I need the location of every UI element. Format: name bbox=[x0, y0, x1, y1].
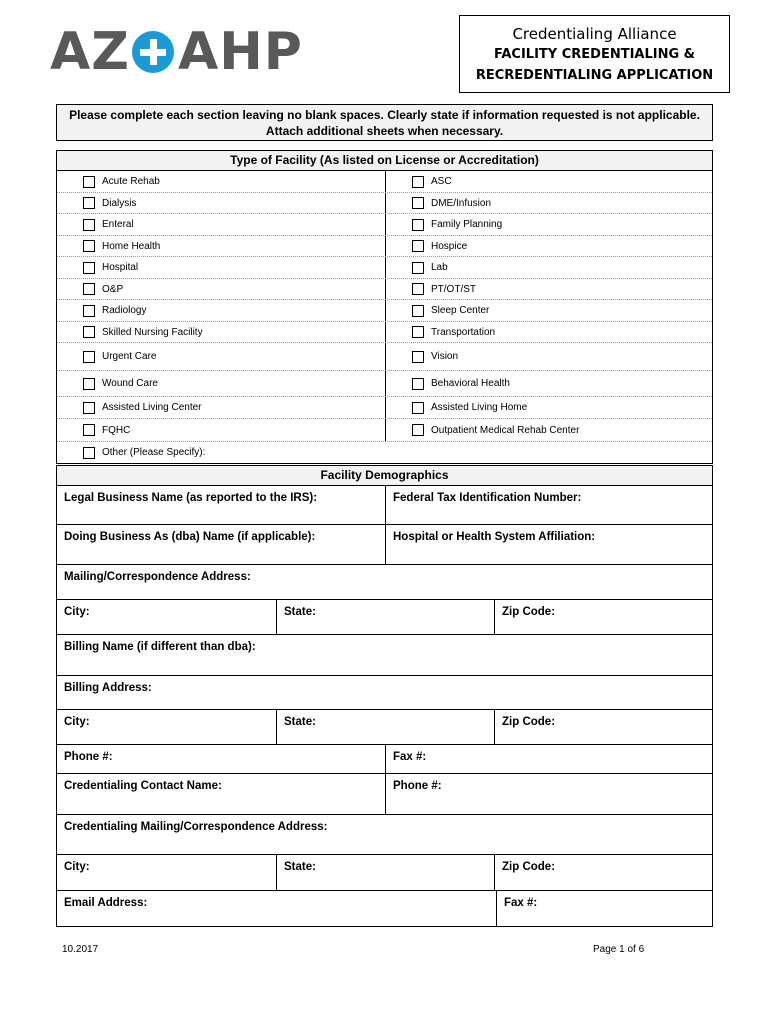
facility-option-left[interactable] bbox=[83, 397, 386, 418]
checkbox[interactable] bbox=[412, 176, 424, 188]
facility-option-left[interactable] bbox=[83, 300, 386, 321]
checkbox[interactable] bbox=[412, 378, 424, 390]
checkbox[interactable] bbox=[83, 197, 95, 209]
checkbox[interactable] bbox=[83, 424, 95, 436]
checkbox[interactable] bbox=[412, 402, 424, 414]
facility-option-right[interactable] bbox=[412, 214, 712, 235]
facility-option-label: PT/OT/ST bbox=[431, 283, 476, 295]
facility-option-label: ASC bbox=[431, 176, 452, 187]
facility-row bbox=[57, 214, 712, 236]
checkbox[interactable] bbox=[412, 283, 424, 295]
facility-option-left[interactable] bbox=[83, 193, 386, 213]
checkbox[interactable] bbox=[412, 351, 424, 363]
facility-option-label: Assisted Living Center bbox=[102, 402, 202, 413]
affiliation-field[interactable]: Hospital or Health System Affiliation: bbox=[385, 524, 713, 565]
facility-option-left[interactable] bbox=[83, 371, 386, 396]
facility-option-right[interactable] bbox=[412, 300, 712, 321]
city-field[interactable]: City: bbox=[56, 599, 277, 635]
facility-row bbox=[57, 236, 712, 257]
checkbox[interactable] bbox=[412, 240, 424, 252]
facility-option-label: Skilled Nursing Facility bbox=[102, 326, 203, 338]
facility-option-right[interactable] bbox=[412, 171, 712, 192]
checkbox[interactable] bbox=[412, 197, 424, 209]
facility-row bbox=[57, 397, 712, 419]
checkbox[interactable] bbox=[412, 262, 424, 274]
logo-left-text: AZ bbox=[50, 22, 130, 82]
facility-option-right[interactable] bbox=[412, 322, 712, 342]
facility-option-label: Assisted Living Home bbox=[431, 402, 528, 413]
checkbox[interactable] bbox=[412, 326, 424, 338]
facility-row bbox=[57, 343, 712, 371]
facility-row bbox=[57, 279, 712, 300]
facility-type-heading: Type of Facility (As listed on License or Accreditation) bbox=[56, 150, 713, 171]
facility-row bbox=[57, 300, 712, 322]
billing-state-field[interactable]: State: bbox=[276, 709, 495, 745]
cred-fax-field[interactable]: Fax #: bbox=[496, 890, 713, 927]
facility-row bbox=[57, 171, 712, 193]
state-field[interactable]: State: bbox=[276, 599, 495, 635]
facility-option-left[interactable] bbox=[83, 257, 386, 278]
facility-option-label: Transportation bbox=[431, 326, 496, 338]
facility-option-right[interactable] bbox=[412, 371, 712, 396]
dba-field[interactable]: Doing Business As (dba) Name (if applicable): bbox=[56, 524, 386, 565]
facility-option-right[interactable] bbox=[412, 279, 712, 299]
facility-option-label: Hospice bbox=[431, 240, 468, 252]
facility-option-left[interactable] bbox=[83, 171, 386, 192]
facility-option-label: Enteral bbox=[102, 219, 134, 230]
facility-option-left[interactable] bbox=[83, 322, 386, 342]
zip-field[interactable]: Zip Code: bbox=[494, 599, 713, 635]
billing-address-field[interactable]: Billing Address: bbox=[56, 675, 713, 710]
facility-option-label: Behavioral Health bbox=[431, 378, 510, 389]
facility-row bbox=[57, 322, 712, 343]
checkbox[interactable] bbox=[83, 219, 95, 231]
facility-option-label: O&P bbox=[102, 283, 124, 295]
facility-row bbox=[57, 371, 712, 397]
facility-row bbox=[57, 193, 712, 214]
billing-city-field[interactable]: City: bbox=[56, 709, 277, 745]
facility-option-left[interactable] bbox=[83, 442, 385, 463]
checkbox[interactable] bbox=[412, 305, 424, 317]
checkbox[interactable] bbox=[83, 283, 95, 295]
facility-option-label: Other (Please Specify): bbox=[102, 447, 206, 458]
org-name: Credentialing Alliance bbox=[512, 25, 677, 43]
mailing-address-field[interactable]: Mailing/Correspondence Address: bbox=[56, 564, 713, 600]
checkbox[interactable] bbox=[83, 326, 95, 338]
facility-option-right[interactable] bbox=[412, 343, 712, 370]
checkbox[interactable] bbox=[83, 176, 95, 188]
cred-mailing-field[interactable]: Credentialing Mailing/Correspondence Address: bbox=[56, 814, 713, 855]
fax-field[interactable]: Fax #: bbox=[385, 744, 713, 774]
facility-option-label: Sleep Center bbox=[431, 305, 490, 316]
cred-city-field[interactable]: City: bbox=[56, 854, 277, 891]
cred-zip-field[interactable]: Zip Code: bbox=[494, 854, 713, 891]
facility-type-grid bbox=[56, 171, 713, 464]
cred-state-field[interactable]: State: bbox=[276, 854, 495, 891]
instructions-box bbox=[56, 104, 713, 141]
facility-option-label: Dialysis bbox=[102, 197, 137, 209]
page-number: Page 1 of 6 bbox=[593, 944, 645, 955]
checkbox[interactable] bbox=[83, 378, 95, 390]
facility-option-label: Outpatient Medical Rehab Center bbox=[431, 424, 580, 436]
facility-option-left[interactable] bbox=[83, 236, 386, 256]
facility-option-left[interactable] bbox=[83, 214, 386, 235]
facility-option-label: Family Planning bbox=[431, 219, 503, 230]
logo-right-text: AHP bbox=[177, 22, 303, 82]
logo bbox=[50, 22, 303, 82]
cred-phone-field[interactable]: Phone #: bbox=[385, 773, 713, 815]
facility-option-label: Vision bbox=[431, 351, 459, 362]
facility-option-right[interactable] bbox=[412, 419, 712, 441]
checkbox[interactable] bbox=[83, 351, 95, 363]
tax-id-field[interactable]: Federal Tax Identification Number: bbox=[385, 485, 713, 525]
facility-option-label: Radiology bbox=[102, 305, 147, 316]
legal-name-field[interactable]: Legal Business Name (as reported to the IRS): bbox=[56, 485, 386, 525]
checkbox[interactable] bbox=[83, 402, 95, 414]
facility-option-left[interactable] bbox=[83, 419, 386, 441]
version-label: 10.2017 bbox=[62, 944, 99, 955]
facility-row bbox=[57, 442, 712, 464]
facility-option-label: Acute Rehab bbox=[102, 176, 160, 187]
facility-row bbox=[57, 257, 712, 279]
billing-name-field[interactable]: Billing Name (if different than dba): bbox=[56, 634, 713, 676]
instructions-line2: Attach additional sheets when necessary. bbox=[265, 124, 504, 138]
facility-option-right[interactable] bbox=[412, 236, 712, 256]
checkbox[interactable] bbox=[83, 447, 95, 459]
facility-option-label: DME/Infusion bbox=[431, 197, 492, 209]
facility-option-label: Home Health bbox=[102, 240, 161, 252]
facility-row bbox=[57, 419, 712, 442]
checkbox[interactable] bbox=[83, 305, 95, 317]
facility-option-label: FQHC bbox=[102, 424, 131, 436]
facility-option-left[interactable] bbox=[83, 343, 386, 370]
instructions-line1: Please complete each section leaving no blank spaces. Clearly state if information requested is not applicable. bbox=[69, 108, 700, 122]
facility-option-label: Hospital bbox=[102, 262, 139, 273]
facility-option-label: Urgent Care bbox=[102, 351, 157, 362]
facility-option-label: Wound Care bbox=[102, 378, 158, 389]
phone-field[interactable]: Phone #: bbox=[56, 744, 386, 774]
checkbox[interactable] bbox=[412, 424, 424, 436]
checkbox[interactable] bbox=[83, 262, 95, 274]
facility-option-right[interactable] bbox=[412, 257, 712, 278]
checkbox[interactable] bbox=[412, 219, 424, 231]
title-box bbox=[459, 15, 730, 93]
form-title-line2: RECREDENTIALING APPLICATION bbox=[475, 68, 714, 83]
facility-option-right[interactable] bbox=[412, 397, 712, 418]
plus-icon bbox=[132, 31, 174, 73]
billing-zip-field[interactable]: Zip Code: bbox=[494, 709, 713, 745]
checkbox[interactable] bbox=[83, 240, 95, 252]
facility-option-label: Lab bbox=[431, 262, 448, 273]
email-field[interactable]: Email Address: bbox=[56, 890, 497, 927]
demographics-heading: Facility Demographics bbox=[56, 465, 713, 486]
facility-option-left[interactable] bbox=[83, 279, 386, 299]
form-title-line1: FACILITY CREDENTIALING & bbox=[493, 47, 696, 62]
cred-contact-field[interactable]: Credentialing Contact Name: bbox=[56, 773, 386, 815]
facility-option-right[interactable] bbox=[412, 193, 712, 213]
